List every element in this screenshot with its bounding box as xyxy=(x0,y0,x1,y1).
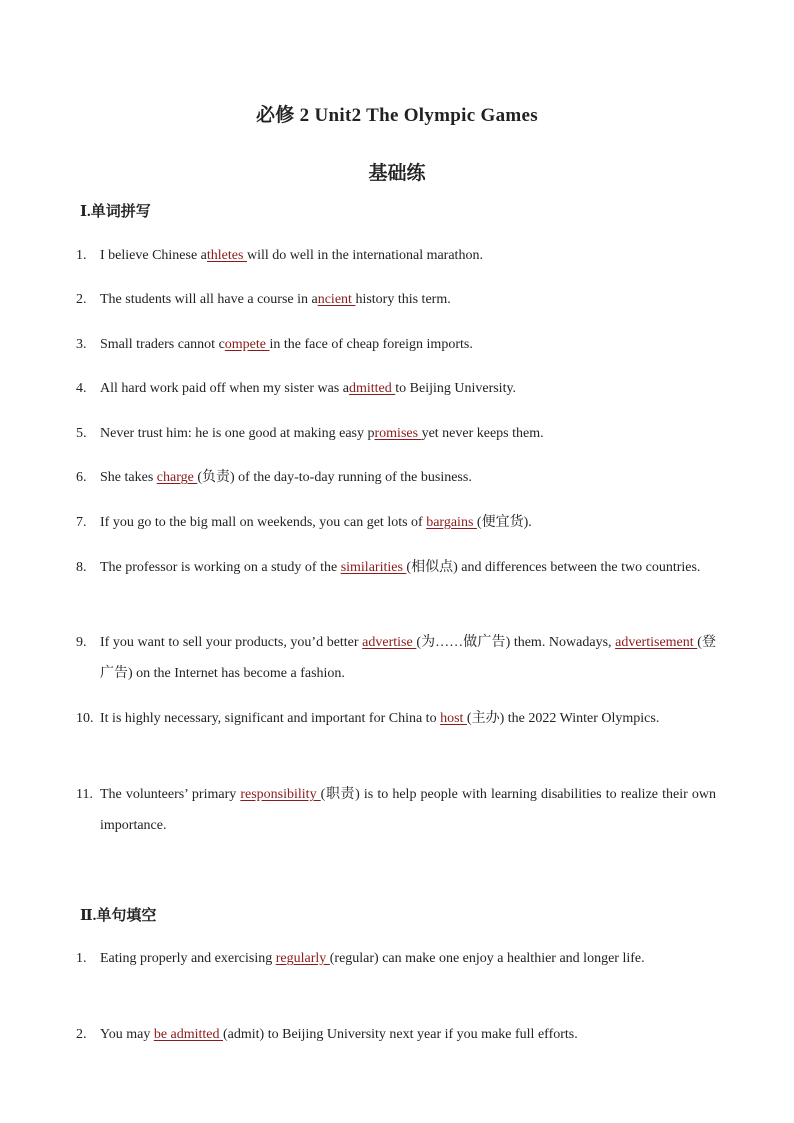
list-item xyxy=(76,627,716,689)
item-text: If you go to the big mall on weekends, you can get lots of bargains (便宜货). xyxy=(100,515,532,530)
answer-text: thletes xyxy=(206,248,247,263)
answer-text: ompete xyxy=(224,337,270,352)
item-number: 9. xyxy=(76,635,87,650)
list-item xyxy=(76,703,716,734)
item-number: 11. xyxy=(76,787,93,802)
item-number: 1. xyxy=(76,951,87,966)
list-item xyxy=(76,1019,716,1050)
item-text: Small traders cannot compete in the face of cheap foreign imports. xyxy=(100,337,473,352)
item-text: She takes charge (负责) of the day-to-day running of the business. xyxy=(100,470,472,485)
answer-text: similarities xyxy=(340,560,407,575)
item-text: It is highly necessary, significant and important for China to host (主办) the 2022 Winter Olympics. xyxy=(100,711,660,726)
item-number: 5. xyxy=(76,426,87,441)
section-heading-fill-in: Ⅱ.单句填空 xyxy=(80,908,157,924)
item-number: 2. xyxy=(76,1027,87,1042)
item-number: 10. xyxy=(76,711,94,726)
list-item xyxy=(76,240,716,271)
item-number: 4. xyxy=(76,381,87,396)
item-text: The volunteers’ primary responsibility (职责) is to help people with learning disabilities to realize their own importance. xyxy=(100,787,716,833)
answer-text: regularly xyxy=(275,951,330,966)
list-item xyxy=(76,284,716,315)
item-number: 1. xyxy=(76,248,87,263)
item-text: I believe Chinese athletes will do well in the international marathon. xyxy=(100,248,483,263)
answer-text: dmitted xyxy=(348,381,396,396)
item-number: 8. xyxy=(76,560,87,575)
item-text: All hard work paid off when my sister was admitted to Beijing University. xyxy=(100,381,517,396)
list-item xyxy=(76,779,716,841)
answer-text: be admitted xyxy=(153,1027,224,1042)
item-text: You may be admitted (admit) to Beijing University next year if you make full efforts. xyxy=(100,1027,578,1042)
item-number: 2. xyxy=(76,292,87,307)
section-heading-spelling: Ⅰ.单词拼写 xyxy=(80,204,151,220)
item-number: 3. xyxy=(76,337,87,352)
item-text: Never trust him: he is one good at making easy promises yet never keeps them. xyxy=(100,426,544,441)
answer-text: advertise xyxy=(362,635,417,650)
answer-text: host xyxy=(440,711,467,726)
item-number: 6. xyxy=(76,470,87,485)
answer-text: responsibility xyxy=(240,787,321,802)
list-item xyxy=(76,462,716,493)
item-text: The professor is working on a study of the similarities (相似点) and differences between the two countries. xyxy=(100,560,701,575)
answer-text: charge xyxy=(156,470,198,485)
list-item xyxy=(76,943,716,974)
answer-text: bargains xyxy=(426,515,477,530)
item-number: 7. xyxy=(76,515,87,530)
list-item xyxy=(76,329,716,360)
list-item xyxy=(76,552,716,583)
page-subtitle: 基础练 xyxy=(368,163,426,184)
answer-text: ncient xyxy=(317,292,356,307)
item-text: Eating properly and exercising regularly (regular) can make one enjoy a healthier and longer life. xyxy=(100,951,645,966)
answer-text: romises xyxy=(374,426,422,441)
list-item xyxy=(76,507,716,538)
list-item xyxy=(76,418,716,449)
answer-text: advertisement xyxy=(615,635,698,650)
list-item xyxy=(76,373,716,404)
item-text: The students will all have a course in ancient history this term. xyxy=(100,292,451,307)
page-title: 必修 2 Unit2 The Olympic Games xyxy=(256,105,538,126)
item-text: If you want to sell your products, you’d better advertise (为……做广告) them. Nowadays, advertisement (登广告) on the Internet has become a fashion. xyxy=(100,635,717,681)
